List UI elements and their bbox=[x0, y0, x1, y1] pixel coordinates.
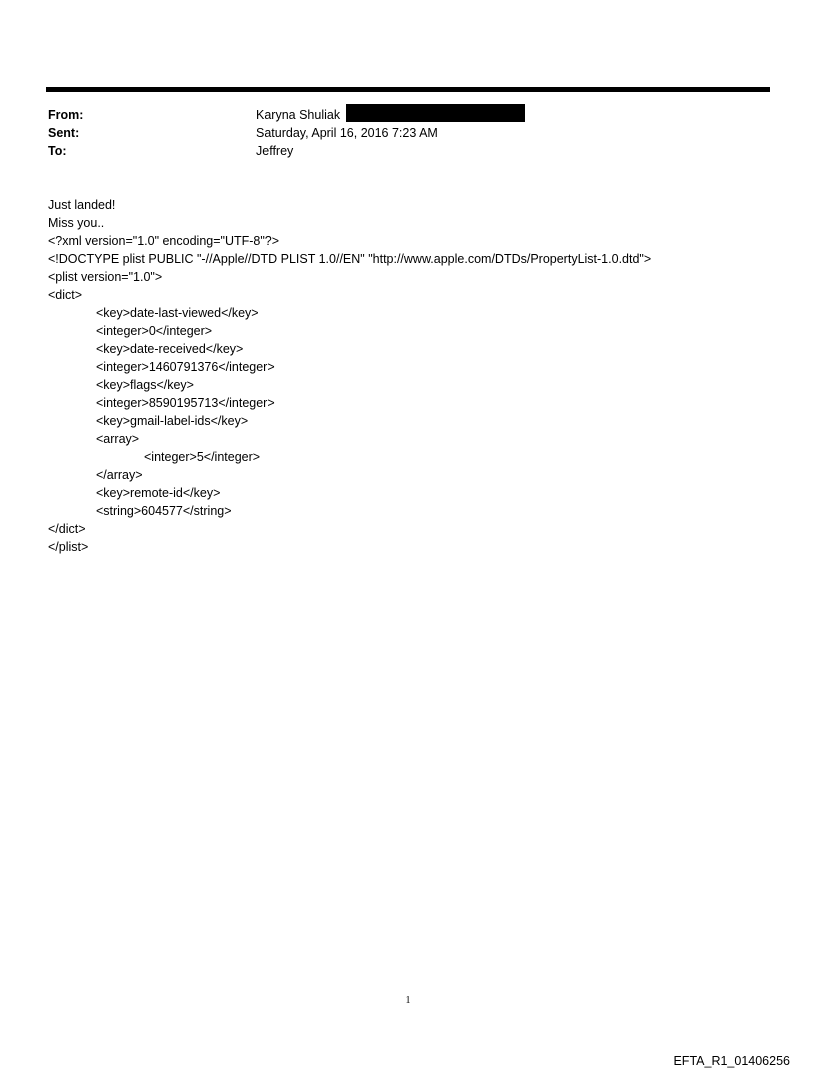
body-line: </array> bbox=[96, 468, 143, 482]
body-line: <key>remote-id</key> bbox=[96, 486, 221, 500]
body-line: </plist> bbox=[48, 540, 89, 554]
body-line: <integer>1460791376</integer> bbox=[96, 360, 275, 374]
body-line: <integer>0</integer> bbox=[96, 324, 213, 338]
body-line: <key>gmail-label-ids</key> bbox=[96, 414, 249, 428]
body-line: </dict> bbox=[48, 522, 86, 536]
sent-value: Saturday, April 16, 2016 7:23 AM bbox=[256, 126, 438, 140]
body-line: <string>604577</string> bbox=[96, 504, 232, 518]
body-line: <!DOCTYPE plist PUBLIC "-//Apple//DTD PLIST 1.0//EN" "http://www.apple.com/DTDs/PropertyList-1.0.dtd"> bbox=[48, 252, 652, 266]
to-value: Jeffrey bbox=[256, 144, 294, 158]
body-line: <plist version="1.0"> bbox=[48, 270, 163, 284]
page-number: 1 bbox=[405, 995, 411, 1006]
body-line: <key>flags</key> bbox=[96, 378, 194, 392]
body-line: <integer>8590195713</integer> bbox=[96, 396, 275, 410]
header-rule bbox=[46, 87, 770, 92]
body-line: <key>date-received</key> bbox=[96, 342, 244, 356]
body-line: Miss you.. bbox=[48, 216, 105, 230]
document-id: EFTA_R1_01406256 bbox=[673, 1054, 790, 1068]
sent-label: Sent: bbox=[48, 126, 80, 140]
body-line: <dict> bbox=[48, 288, 83, 302]
body-line: <key>date-last-viewed</key> bbox=[96, 306, 259, 320]
body-line: <integer>5</integer> bbox=[144, 450, 261, 464]
to-label: To: bbox=[48, 144, 67, 158]
body-line: Just landed! bbox=[48, 198, 116, 212]
body-line: <array> bbox=[96, 432, 140, 446]
body-line: <?xml version="1.0" encoding="UTF-8"?> bbox=[48, 234, 280, 248]
redaction-bar bbox=[346, 104, 525, 122]
from-label: From: bbox=[48, 108, 84, 122]
from-value: Karyna Shuliak bbox=[256, 108, 341, 122]
